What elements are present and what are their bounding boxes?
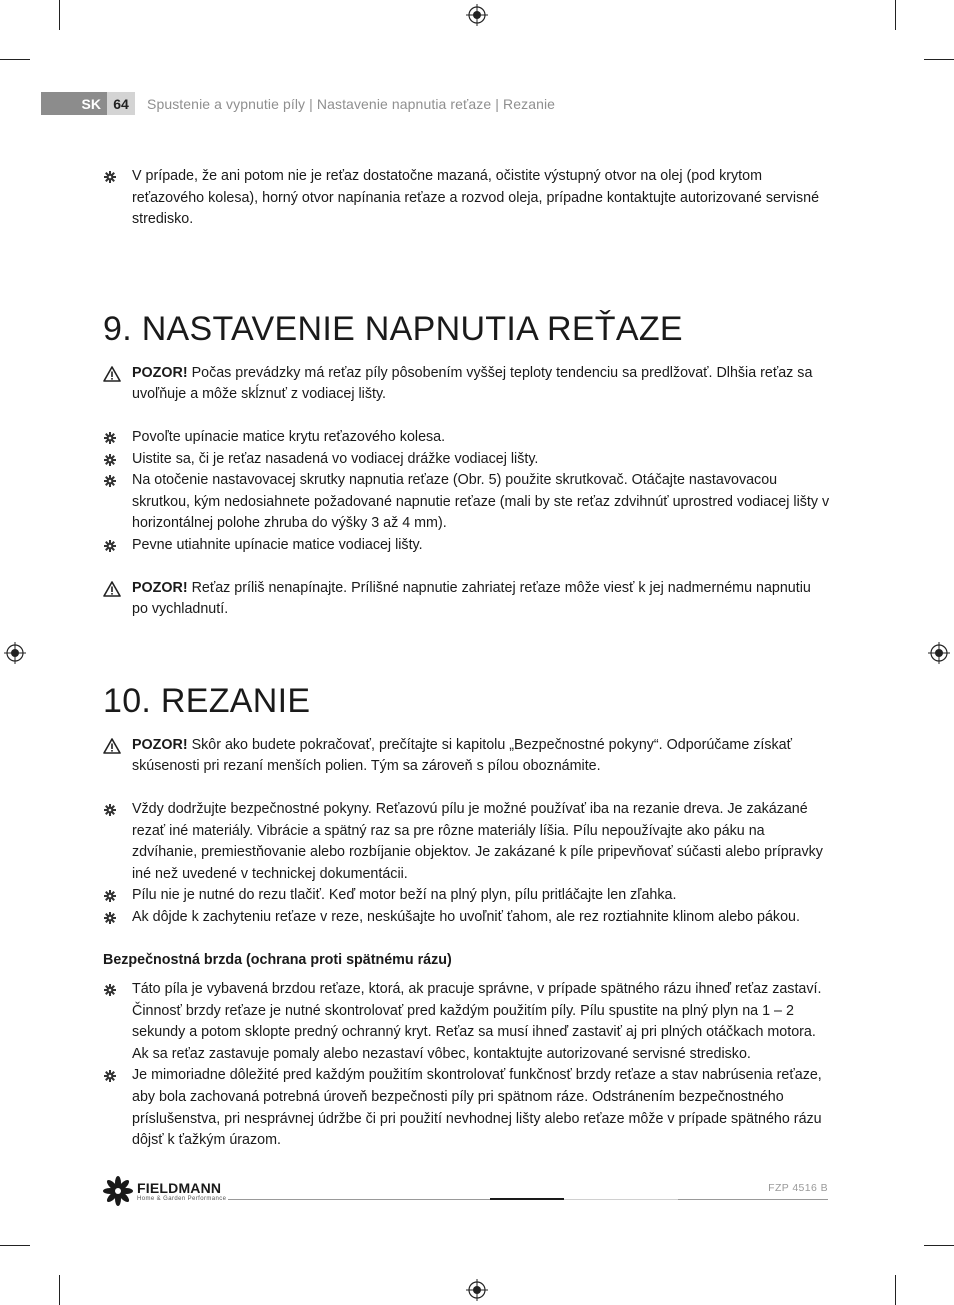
list-item [103,427,830,449]
list-item-text: Vždy dodržujte bezpečnostné pokyny. Reťazovú pílu je možné používať iba na rezanie dreva. Je zakázané rezať iné materiály. Vibrácie a spätný raz sa pre rôzne materiály líšia. Pílu nepoužívajte ako páku na zdvíhanie, premiestňovanie alebo rozbíjanie objektov. Je zakázané k píle pripevňovať súčasti alebo prípravky iné než uvedené v technickej dokumentácii. [132,800,823,882]
list-item [103,885,830,907]
warning-label: POZOR! [132,364,188,381]
gear-bullet-icon [104,890,116,902]
warning-triangle-icon [103,581,121,597]
model-number: FZP 4516 B [768,1182,828,1194]
footer-divider [564,1199,678,1200]
brand-logo [103,1176,226,1206]
list-item [103,470,830,535]
crop-mark [0,1245,30,1246]
list-item [103,166,830,231]
list-item-text: Ak dôjde k zachyteniu reťaze v reze, neskúšajte ho uvoľniť ťahom, ale rez roztiahnite klinom alebo pákou. [132,908,800,925]
brand-tagline: Home & Garden Performance [137,1196,227,1202]
list-item-text: Povoľte upínacie matice krytu reťazového kolesa. [132,428,446,445]
warning-triangle-icon [103,366,121,382]
list-item [103,907,830,929]
warning-note [103,735,830,778]
footer-divider-accent [490,1198,564,1200]
crop-mark [895,0,896,30]
bullet-list [103,979,830,1152]
gear-bullet-icon [104,984,116,996]
list-item-text: Na otočenie nastavovacej skrutky napnutia reťaze (Obr. 5) použite skrutkovač. Otáčajte nastavovacou skrutkou, kým nedosiahnete požadované napnutie reťaze (mali by ste reťaz zdvihnúť uprostred vodiacej lišty v horizontálnej polohe zhruba do výšky 3 až 4 mm). [132,472,830,532]
list-item [103,449,830,471]
list-item-text: Pílu nie je nutné do rezu tlačiť. Keď motor beží na plný plyn, pílu pritláčajte len zľahka. [132,887,677,904]
gear-bullet-icon [104,475,116,487]
language-badge: SK [41,92,107,115]
fieldmann-logo-icon [103,1176,133,1206]
registration-mark-icon [466,4,488,26]
bullet-list [103,427,830,557]
gear-bullet-icon [104,540,116,552]
gear-bullet-icon [104,804,116,816]
warning-note [103,578,830,621]
list-item [103,979,830,1065]
footer-divider [678,1199,828,1200]
warning-text: Počas prevádzky má reťaz píly pôsobením vyššej teploty tendenciu sa predlžovať. Dlhšia reťaz sa uvoľňuje a môže skĺznuť z vodiacej lišty. [132,364,813,403]
crop-mark [924,1245,954,1246]
list-item-text: V prípade, že ani potom nie je reťaz dostatočne mazaná, očistite výstupný otvor na olej (pod krytom reťazového kolesa), horný otvor napínania reťaze a rozvod oleja, prípadne kontaktujte autorizované servisné stredisko. [132,168,820,228]
registration-mark-icon [928,642,950,664]
section-title: 10. REZANIE [103,681,311,720]
page-header [41,92,555,115]
list-item-text: Je mimoriadne dôležité pred každým použitím skontrolovať funkčnosť brzdy reťaze a stav nabrúsenia reťaze, aby bola zachovaná potrebná úroveň bezpečnosti píly pri spätnom ráze. Odstránením bezpečnostného príslušenstva, pri nesprávnej údržbe či pri použití nevhodnej lišty alebo reťaze môže v prípade spätného rázu dôjsť k ťažkým úrazom. [132,1067,822,1149]
page-content [103,166,830,1152]
warning-note [103,363,830,406]
footer-divider [228,1199,490,1200]
warning-text: Reťaz príliš nenapínajte. Prílišné napnutie zahriatej reťaze môže viesť k jej nadmernému napnutiu po vychladnutí. [132,579,811,618]
crop-mark [59,1275,60,1305]
gear-bullet-icon [104,454,116,466]
bullet-list [103,799,830,929]
list-item [103,799,830,885]
page-number: 64 [107,92,135,115]
list-item-text: Uistite sa, či je reťaz nasadená vo vodiacej drážke vodiacej lišty. [132,450,539,467]
section-title: 9. NASTAVENIE NAPNUTIA REŤAZE [103,309,683,348]
crop-mark [895,1275,896,1305]
breadcrumb: Spustenie a vypnutie píly | Nastavenie napnutia reťaze | Rezanie [147,95,556,112]
list-item [103,1065,830,1151]
list-item-text: Pevne utiahnite upínacie matice vodiacej lišty. [132,536,423,553]
crop-mark [59,0,60,30]
warning-label: POZOR! [132,736,188,753]
registration-mark-icon [466,1279,488,1301]
registration-mark-icon [4,642,26,664]
gear-bullet-icon [104,912,116,924]
crop-mark [924,59,954,60]
gear-bullet-icon [104,171,116,183]
warning-triangle-icon [103,738,121,754]
list-item [103,535,830,557]
brand-name: FIELDMANN [137,1180,222,1196]
subsection-title: Bezpečnostná brzda (ochrana proti spätnému rázu) [103,952,452,969]
crop-mark [0,59,30,60]
gear-bullet-icon [104,432,116,444]
warning-label: POZOR! [132,579,188,596]
list-item-text: Táto píla je vybavená brzdou reťaze, ktorá, ak pracuje správne, v prípade spätného rázu ihneď reťaz zastaví. Činnosť brzdy reťaze je nutné skontrolovať pred každým použitím píly. Pílu spustite na plný plyn na 1 – 2 sekundy a potom sklopte predný ochranný kryt. Reťaz sa musí ihneď zastaviť aj pri plných otáčkach motora. Ak sa reťaz zastavuje pomaly alebo nezastaví vôbec, kontaktujte autorizované servisné stredisko. [132,981,822,1062]
gear-bullet-icon [104,1070,116,1082]
warning-text: Skôr ako budete pokračovať, prečítajte si kapitolu „Bezpečnostné pokyny“. Odporúčame získať skúsenosti pri rezaní menších polien. Tým sa zároveň s pílou oboznámite. [132,736,792,775]
